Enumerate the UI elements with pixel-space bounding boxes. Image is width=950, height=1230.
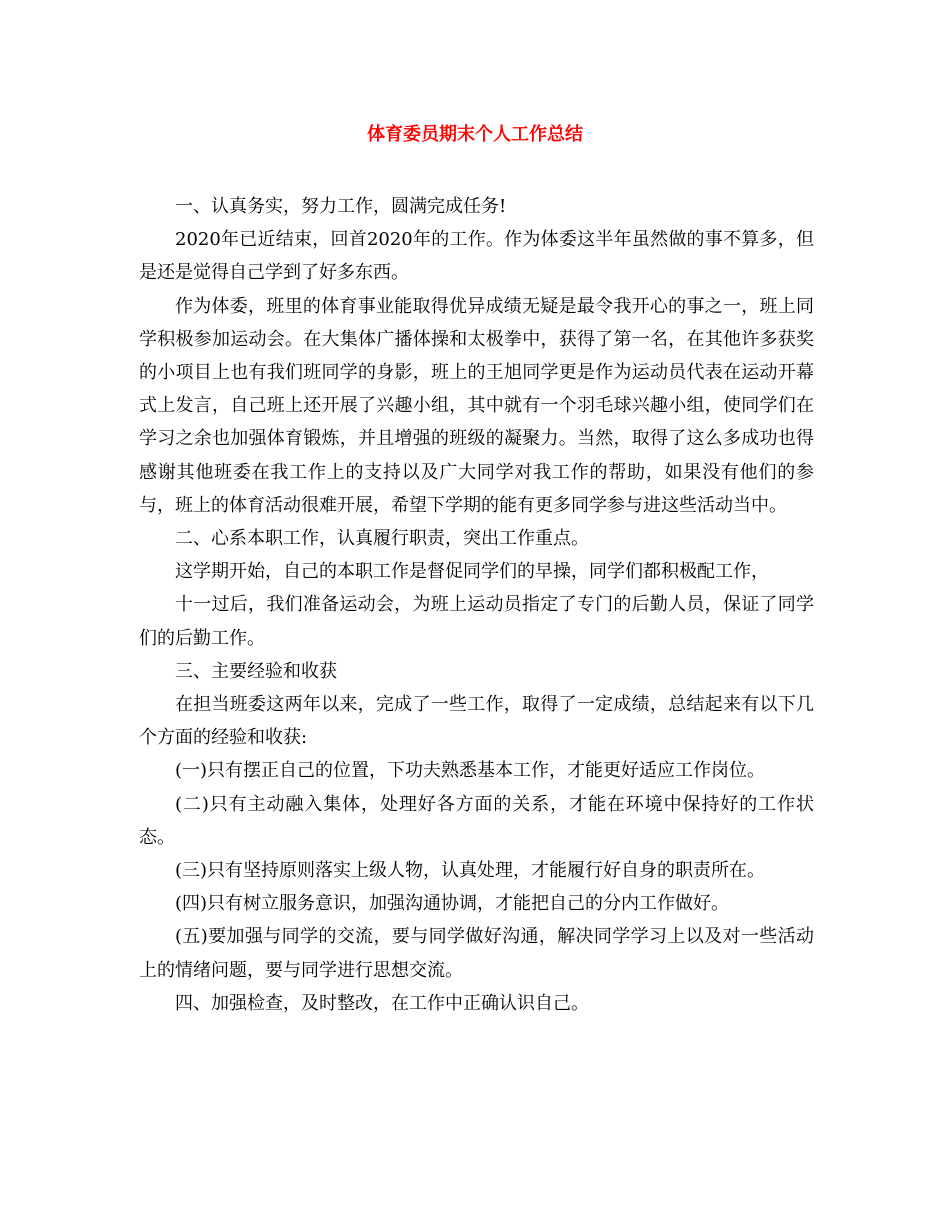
section-heading-1: 一、认真务实，努力工作，圆满完成任务!: [175, 196, 507, 217]
section-heading-3: 三、主要经验和收获: [175, 660, 337, 682]
list-item-3: (三)只有坚持原则落实上级人物，认真处理，才能履行好自身的职责所在。: [175, 860, 766, 882]
list-item-4: (四)只有树立服务意识，加强沟通协调，才能把自己的分内工作做好。: [175, 893, 730, 915]
section-heading-2: 二、心系本职工作，认真履行职责，突出工作重点。: [175, 528, 589, 550]
paragraph-sports-meet: 十一过后，我们准备运动会，为班上运动员指定了专门的后勤人员，保证了同学们的后勤工作。: [139, 594, 814, 649]
section-heading-4: 四、加强检查，及时整改，在工作中正确认识自己。: [175, 992, 589, 1014]
paragraph-morning-exercise: 这学期开始，自己的本职工作是督促同学们的早操，同学们都积极配工作，: [175, 561, 769, 583]
paragraph-achievements: 作为体委，班里的体育事业能取得优异成绩无疑是最令我开心的事之一，班上同学积极参加运动会。在大集体广播体操和太极拳中，获得了第一名，在其他许多获奖的小项目上也有我们班同学的身影，班上的王旭同学更是作为运动员代表在运动开幕式上发言，自己班上还开展了兴趣小组，其中就有一个羽毛球兴趣小组，使同学们在学习之余也加强体育锻炼，并且增强的班级的凝聚力。当然，取得了这么多成功也得感谢其他班委在我工作上的支持以及广大同学对我工作的帮助，如果没有他们的参与，班上的体育活动很难开展，希望下学期的能有更多同学参与进这些活动当中。: [139, 295, 814, 516]
paragraph-intro: 2020年已近结束，回首2020年的工作。作为体委这半年虽然做的事不算多，但是还是觉得自己学到了好多东西。: [139, 229, 814, 284]
document-body: [139, 190, 814, 1020]
list-item-2: (二)只有主动融入集体，处理好各方面的关系，才能在环境中保持好的工作状态。: [139, 793, 814, 848]
document-title: 体育委员期末个人工作总结: [367, 124, 583, 145]
list-item-5: (五)要加强与同学的交流，要与同学做好沟通，解决同学学习上以及对一些活动上的情绪问题，要与同学进行思想交流。: [139, 926, 814, 981]
list-item-1: (一)只有摆正自己的位置，下功夫熟悉基本工作，才能更好适应工作岗位。: [175, 760, 766, 782]
paragraph-experience: 在担当班委这两年以来，完成了一些工作，取得了一定成绩，总结起来有以下几个方面的经验和收获:: [139, 694, 814, 749]
